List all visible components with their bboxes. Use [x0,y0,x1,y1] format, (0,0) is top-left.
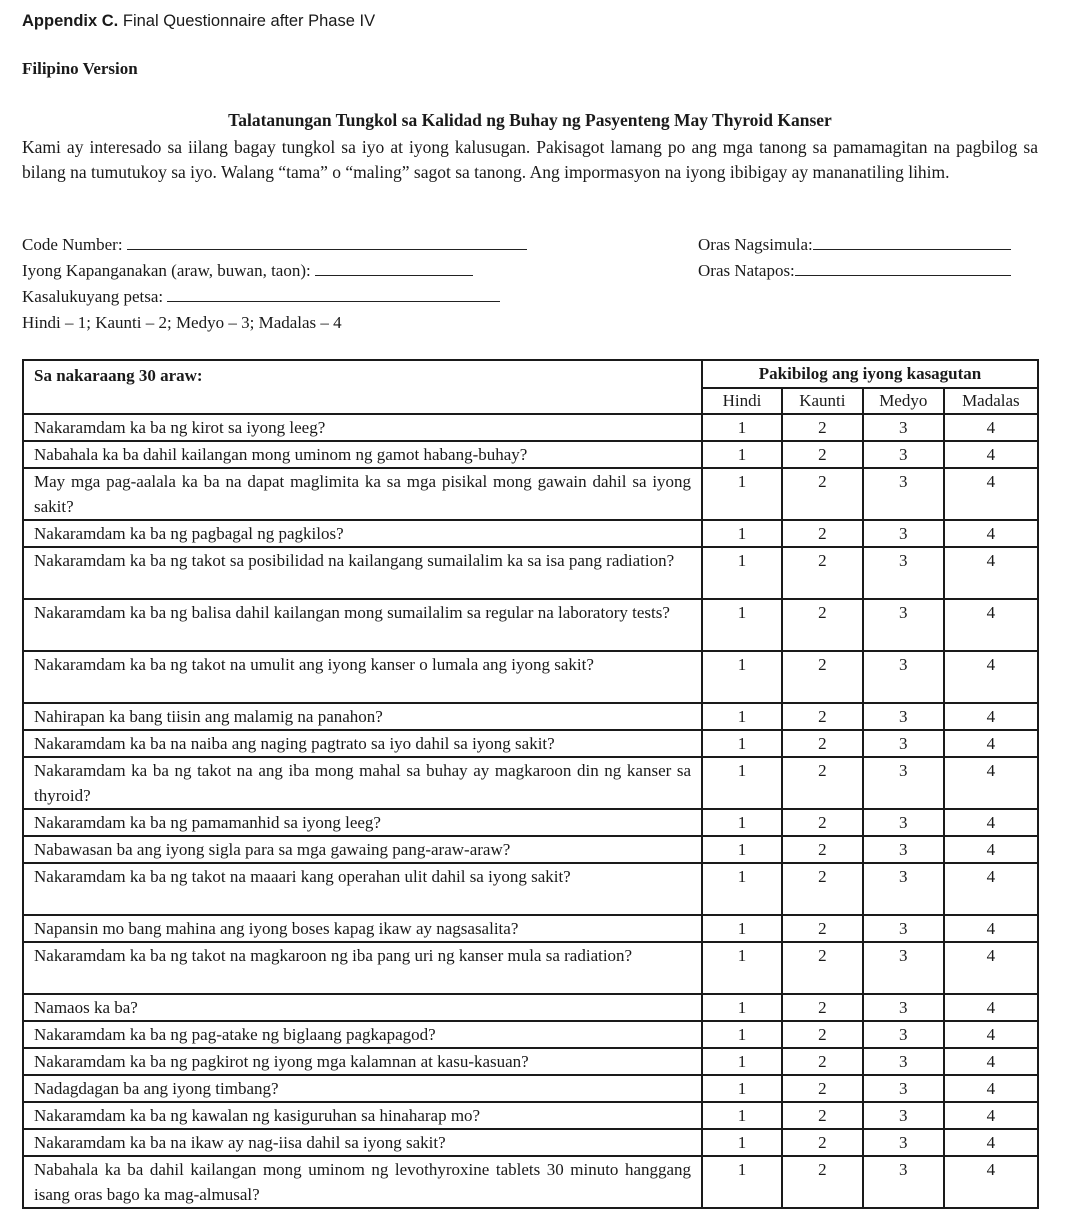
answer-option-kaunti[interactable]: 2 [782,809,863,836]
answer-option-madalas[interactable]: 4 [944,703,1038,730]
answer-option-madalas[interactable]: 4 [944,809,1038,836]
answer-option-medyo[interactable]: 3 [863,414,944,441]
table-row [23,703,1038,730]
answer-option-hindi[interactable]: 1 [702,520,782,547]
answer-option-medyo[interactable]: 3 [863,757,944,809]
birthdate-field [22,261,473,281]
table-row [23,1075,1038,1102]
answer-option-madalas[interactable]: 4 [944,1129,1038,1156]
question-text: Nakaramdam ka ba ng takot sa posibilidad na kailangang sumailalim ka sa isa pang radiation? [23,547,702,599]
answer-option-kaunti[interactable]: 2 [782,547,863,599]
answer-option-kaunti[interactable]: 2 [782,994,863,1021]
question-text: Nakaramdam ka ba ng balisa dahil kailangan mong sumailalim sa regular na laboratory tests? [23,599,702,651]
answer-option-hindi[interactable]: 1 [702,651,782,703]
answer-option-medyo[interactable]: 3 [863,1021,944,1048]
table-row [23,651,1038,703]
questionnaire-table [22,359,1039,1209]
answer-option-madalas[interactable]: 4 [944,1156,1038,1208]
question-text: Nabahala ka ba dahil kailangan mong uminom ng levothyroxine tablets 30 minuto hanggang isang oras bago ka mag-almusal? [23,1156,702,1208]
answer-option-medyo[interactable]: 3 [863,468,944,520]
answer-option-medyo[interactable]: 3 [863,651,944,703]
current-date-label: Kasalukuyang petsa: [22,287,164,306]
table-row [23,520,1038,547]
question-text: Nakaramdam ka ba ng kirot sa iyong leeg? [23,414,702,441]
table-header-row [23,360,1038,388]
answer-option-medyo[interactable]: 3 [863,1129,944,1156]
answer-option-hindi[interactable]: 1 [702,1156,782,1208]
answer-option-medyo[interactable]: 3 [863,915,944,942]
answer-option-hindi[interactable]: 1 [702,730,782,757]
answer-option-kaunti[interactable]: 2 [782,1156,863,1208]
table-row [23,1156,1038,1208]
answer-option-madalas[interactable]: 4 [944,1075,1038,1102]
column-hindi: Hindi [702,388,782,414]
questionnaire-title: Talatanungan Tungkol sa Kalidad ng Buhay ng Pasyenteng May Thyroid Kanser [228,110,832,130]
intro-paragraph: Kami ay interesado sa iilang bagay tungkol sa iyo at iyong kalusugan. Pakisagot lamang po ang mga tanong sa pamamagitan na pagbilog sa bilang na tumutukoy sa iyo. Walang “tama” o “maling” sagot sa tanong. Ang impormasyon na iyong ibibigay ay mananatiling lihim. [22,137,1038,182]
answer-option-madalas[interactable]: 4 [944,863,1038,915]
questions-body [23,414,1038,1208]
time-ended-label: Oras Natapos: [698,261,795,280]
answer-option-hindi[interactable]: 1 [702,1021,782,1048]
answer-option-madalas[interactable]: 4 [944,730,1038,757]
answer-option-hindi[interactable]: 1 [702,1075,782,1102]
table-row [23,599,1038,651]
answer-option-madalas[interactable]: 4 [944,599,1038,651]
answer-option-hindi[interactable]: 1 [702,414,782,441]
answer-option-madalas[interactable]: 4 [944,836,1038,863]
code-number-label: Code Number: [22,235,123,254]
birthdate-label: Iyong Kapanganakan (araw, buwan, taon): [22,261,311,280]
answer-option-kaunti[interactable]: 2 [782,1075,863,1102]
answer-option-medyo[interactable]: 3 [863,730,944,757]
answer-option-kaunti[interactable]: 2 [782,915,863,942]
code-number-input[interactable] [127,235,527,250]
answer-option-hindi[interactable]: 1 [702,836,782,863]
question-text: Nahirapan ka bang tiisin ang malamig na panahon? [23,703,702,730]
answer-option-kaunti[interactable]: 2 [782,863,863,915]
column-kaunti: Kaunti [782,388,863,414]
answer-option-hindi[interactable]: 1 [702,599,782,651]
answer-option-kaunti[interactable]: 2 [782,1048,863,1075]
answer-option-madalas[interactable]: 4 [944,1102,1038,1129]
answer-option-hindi[interactable]: 1 [702,757,782,809]
answer-option-medyo[interactable]: 3 [863,547,944,599]
question-text: Napansin mo bang mahina ang iyong boses kapag ikaw ay nagsasalita? [23,915,702,942]
appendix-label: Appendix C. [22,12,119,30]
answer-option-hindi[interactable]: 1 [702,441,782,468]
time-ended-input[interactable] [795,261,1011,276]
question-text: Nakaramdam ka ba ng pagkirot ng iyong mga kalamnan at kasu-kasuan? [23,1048,702,1075]
answer-option-hindi[interactable]: 1 [702,547,782,599]
question-text: Nakaramdam ka ba ng pamamanhid sa iyong leeg? [23,809,702,836]
answer-option-kaunti[interactable]: 2 [782,1021,863,1048]
time-started-input[interactable] [813,235,1011,250]
answer-option-madalas[interactable]: 4 [944,651,1038,703]
table-row [23,414,1038,441]
answer-option-hindi[interactable]: 1 [702,1048,782,1075]
table-row [23,915,1038,942]
answer-option-kaunti[interactable]: 2 [782,520,863,547]
answer-option-kaunti[interactable]: 2 [782,757,863,809]
question-text: Nakaramdam ka ba ng pagbagal ng pagkilos? [23,520,702,547]
answer-option-hindi[interactable]: 1 [702,915,782,942]
table-row [23,547,1038,599]
answer-option-kaunti[interactable]: 2 [782,730,863,757]
answer-option-medyo[interactable]: 3 [863,599,944,651]
answer-column-header: Pakibilog ang iyong kasagutan [702,360,1038,388]
answer-option-medyo[interactable]: 3 [863,994,944,1021]
answer-option-madalas[interactable]: 4 [944,915,1038,942]
answer-option-madalas[interactable]: 4 [944,547,1038,599]
answer-option-kaunti[interactable]: 2 [782,441,863,468]
time-started-field [698,235,1011,255]
table-row [23,809,1038,836]
question-text: Nakaramdam ka ba ng pag-atake ng biglaang pagkapagod? [23,1021,702,1048]
question-text: Nakaramdam ka ba na naiba ang naging pagtrato sa iyo dahil sa iyong sakit? [23,730,702,757]
answer-option-kaunti[interactable]: 2 [782,942,863,994]
answer-option-madalas[interactable]: 4 [944,942,1038,994]
column-madalas: Madalas [944,388,1038,414]
table-row [23,468,1038,520]
question-text: Nakaramdam ka ba na ikaw ay nag-iisa dahil sa iyong sakit? [23,1129,702,1156]
table-row [23,757,1038,809]
answer-option-hindi[interactable]: 1 [702,1102,782,1129]
scale-legend: Hindi – 1; Kaunti – 2; Medyo – 3; Madalas – 4 [22,313,342,332]
answer-option-hindi[interactable]: 1 [702,809,782,836]
answer-option-kaunti[interactable]: 2 [782,703,863,730]
time-started-label: Oras Nagsimula: [698,235,813,254]
answer-option-medyo[interactable]: 3 [863,809,944,836]
answer-option-hindi[interactable]: 1 [702,994,782,1021]
answer-option-madalas[interactable]: 4 [944,757,1038,809]
answer-option-kaunti[interactable]: 2 [782,414,863,441]
answer-option-kaunti[interactable]: 2 [782,599,863,651]
answer-option-hindi[interactable]: 1 [702,1129,782,1156]
question-text: Namaos ka ba? [23,994,702,1021]
table-row [23,730,1038,757]
question-text: May mga pag-aalala ka ba na dapat maglimita ka sa mga pisikal mong gawain dahil sa iyong sakit? [23,468,702,520]
answer-option-madalas[interactable]: 4 [944,1048,1038,1075]
answer-option-kaunti[interactable]: 2 [782,1129,863,1156]
table-row [23,994,1038,1021]
answer-option-madalas[interactable]: 4 [944,520,1038,547]
birthdate-input[interactable] [315,261,473,276]
answer-option-madalas[interactable]: 4 [944,468,1038,520]
question-text: Nabahala ka ba dahil kailangan mong uminom ng gamot habang-buhay? [23,441,702,468]
question-text: Nadagdagan ba ang iyong timbang? [23,1075,702,1102]
answer-option-hindi[interactable]: 1 [702,468,782,520]
answer-option-medyo[interactable]: 3 [863,942,944,994]
answer-option-medyo[interactable]: 3 [863,836,944,863]
question-text: Nakaramdam ka ba ng takot na maaari kang operahan ulit dahil sa iyong sakit? [23,863,702,915]
current-date-field [22,287,500,307]
column-medyo: Medyo [863,388,944,414]
table-row [23,441,1038,468]
table-row [23,863,1038,915]
answer-option-madalas[interactable]: 4 [944,414,1038,441]
answer-option-medyo[interactable]: 3 [863,520,944,547]
answer-option-hindi[interactable]: 1 [702,863,782,915]
table-row [23,1129,1038,1156]
table-row [23,942,1038,994]
answer-option-medyo[interactable]: 3 [863,703,944,730]
time-ended-field [698,261,1011,281]
question-text: Nakaramdam ka ba ng takot na umulit ang iyong kanser o lumala ang iyong sakit? [23,651,702,703]
table-row [23,1102,1038,1129]
answer-option-kaunti[interactable]: 2 [782,1102,863,1129]
question-text: Nabawasan ba ang iyong sigla para sa mga gawaing pang-araw-araw? [23,836,702,863]
question-text: Nakaramdam ka ba ng kawalan ng kasiguruhan sa hinaharap mo? [23,1102,702,1129]
answer-option-medyo[interactable]: 3 [863,441,944,468]
answer-option-madalas[interactable]: 4 [944,441,1038,468]
version-label: Filipino Version [22,59,138,78]
current-date-input[interactable] [167,287,500,302]
answer-option-hindi[interactable]: 1 [702,942,782,994]
question-text: Nakaramdam ka ba ng takot na ang iba mong mahal sa buhay ay magkaroon din ng kanser sa thyroid? [23,757,702,809]
table-row [23,836,1038,863]
answer-option-kaunti[interactable]: 2 [782,468,863,520]
answer-option-kaunti[interactable]: 2 [782,651,863,703]
table-row [23,1048,1038,1075]
answer-option-medyo[interactable]: 3 [863,1156,944,1208]
appendix-heading [22,12,375,31]
answer-option-medyo[interactable]: 3 [863,1048,944,1075]
answer-option-hindi[interactable]: 1 [702,703,782,730]
answer-option-medyo[interactable]: 3 [863,1075,944,1102]
answer-option-medyo[interactable]: 3 [863,1102,944,1129]
answer-option-madalas[interactable]: 4 [944,994,1038,1021]
answer-option-medyo[interactable]: 3 [863,863,944,915]
question-column-header: Sa nakaraang 30 araw: [23,360,702,414]
question-text: Nakaramdam ka ba ng takot na magkaroon ng iba pang uri ng kanser mula sa radiation? [23,942,702,994]
answer-option-madalas[interactable]: 4 [944,1021,1038,1048]
table-row [23,1021,1038,1048]
answer-option-kaunti[interactable]: 2 [782,836,863,863]
code-number-field [22,235,527,255]
appendix-title: Final Questionnaire after Phase IV [122,12,376,30]
